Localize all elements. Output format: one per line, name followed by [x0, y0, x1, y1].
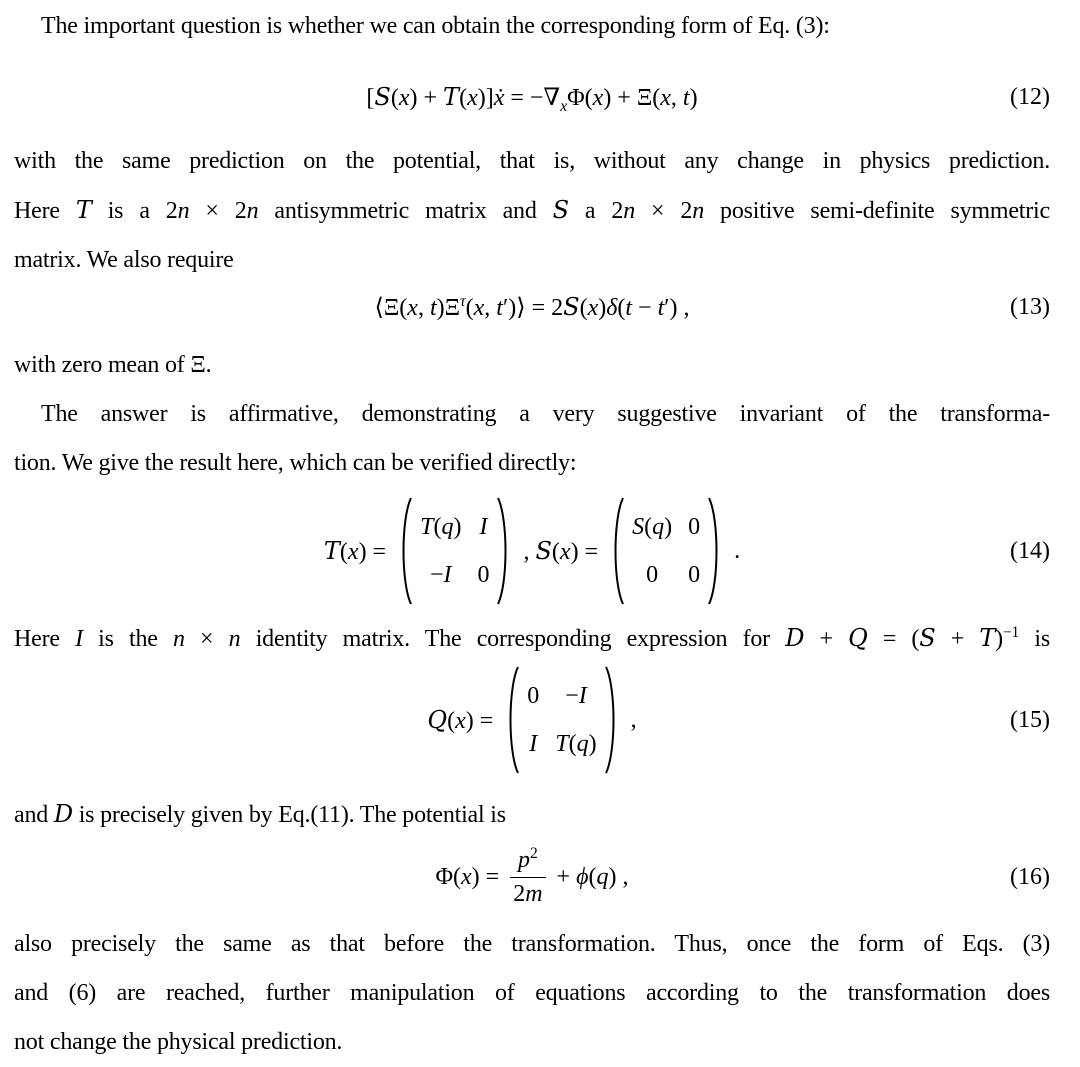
math-token: n — [623, 198, 636, 224]
equation-12 — [14, 73, 1050, 121]
math-token: T — [420, 514, 434, 540]
math-token: S — [563, 292, 580, 321]
equation-13 — [14, 285, 1050, 329]
math-token: not change the physical prediction. — [14, 1029, 343, 1055]
math-token: x — [473, 294, 485, 321]
math-token: T — [323, 536, 340, 565]
matrix-S-r2c2 — [688, 560, 700, 590]
math-token: ) , — [608, 864, 629, 890]
math-token: and (6) are reached, further manipulation of equations according to the transformation does — [14, 980, 1050, 1006]
math-token: 0 — [527, 683, 540, 709]
math-token: , — [624, 707, 637, 733]
math-token: is the — [82, 626, 173, 652]
math-token: m — [525, 880, 543, 907]
equation-14-lhs — [324, 536, 392, 567]
left-paren-icon — [397, 495, 413, 607]
equation-14-mid — [517, 536, 604, 567]
math-token: q — [596, 864, 609, 890]
equation-14 — [14, 488, 1050, 614]
math-token: x — [560, 97, 568, 115]
math-token: antisymmetric matrix and — [258, 198, 553, 224]
math-token: n — [177, 198, 190, 224]
math-token: n — [172, 626, 185, 652]
math-token: x — [592, 84, 604, 111]
paragraph-identity — [14, 614, 1050, 664]
math-token: also precisely the same as that before the transformation. Thus, once the form of Eqs. (3) — [14, 931, 1050, 957]
math-token: ′) , — [664, 294, 690, 321]
equation-15 — [14, 660, 1050, 780]
math-token: [ — [366, 84, 375, 111]
math-token: S — [535, 536, 552, 565]
paragraph-conditions-line-3 — [14, 236, 1050, 285]
math-token: 0 — [688, 514, 701, 540]
math-token: )] — [477, 84, 494, 111]
fraction-numerator — [515, 844, 541, 874]
math-token: δ — [606, 294, 618, 321]
matrix-Q-r1c2 — [565, 681, 587, 711]
math-token: with the same prediction on the potential, that is, without any change in physics prediction. — [14, 148, 1050, 174]
math-token: x — [461, 864, 472, 890]
paragraph-answer-line-2 — [14, 439, 1050, 488]
math-token: D — [785, 624, 805, 652]
equation-16-rhs — [551, 862, 629, 892]
equation-number-13: (13) — [1010, 294, 1050, 320]
math-token: The answer is affirmative, demonstrating a very suggestive invariant of the transforma- — [41, 401, 1050, 427]
equation-number-14: (14) — [1010, 538, 1050, 564]
math-token: S — [919, 624, 936, 652]
math-token: Q — [848, 624, 868, 652]
math-token: ′)⟩ = 2 — [502, 294, 564, 321]
math-token: − — [632, 294, 658, 321]
equation-15-lhs — [427, 705, 499, 736]
paragraph-conclusion-line-3 — [14, 1018, 1050, 1067]
math-token: t — [625, 294, 633, 321]
matrix-Q-r1c1 — [527, 681, 539, 711]
math-token: T — [443, 82, 460, 111]
math-token: I — [529, 731, 538, 757]
matrix-S-cells — [625, 512, 707, 590]
math-token: . — [728, 538, 741, 564]
math-token: ( — [644, 514, 653, 540]
math-token: is a 2 — [91, 198, 178, 224]
math-token: I — [75, 626, 83, 652]
math-token: ϕ — [576, 864, 589, 890]
math-token: n — [246, 198, 259, 224]
math-token: = −∇ — [504, 84, 561, 111]
math-token: ) = — [358, 538, 393, 565]
math-token: Φ( — [435, 864, 462, 890]
matrix-T — [397, 495, 512, 607]
equation-15-end — [625, 705, 637, 735]
math-token: ) = — [465, 707, 500, 734]
math-token: ) — [664, 514, 673, 540]
math-token: )Ξ — [436, 294, 461, 321]
left-paren-icon — [609, 495, 625, 607]
math-token: × — [184, 626, 229, 652]
math-token: q — [576, 731, 589, 757]
math-token: −1 — [1002, 624, 1020, 641]
fraction-bar — [510, 877, 545, 878]
math-token: 2 — [513, 880, 526, 907]
math-token: S — [374, 82, 391, 111]
math-token: t — [657, 294, 665, 321]
math-token: 0 — [646, 562, 659, 588]
matrix-S-r2c1 — [646, 560, 658, 590]
math-token: ⟨Ξ( — [374, 294, 408, 321]
paragraph-potential — [14, 790, 1050, 840]
math-token: ( — [459, 84, 468, 111]
math-token: Here — [14, 198, 76, 224]
math-token: x — [407, 294, 418, 321]
equation-13-body — [374, 292, 689, 323]
equation-16 — [14, 834, 1050, 920]
math-token: + — [804, 626, 849, 652]
math-token: ) — [689, 84, 698, 111]
math-token: is — [1019, 626, 1050, 652]
math-token: 0 — [688, 562, 701, 588]
math-token: ) — [453, 514, 462, 540]
math-token: = ( — [867, 626, 920, 652]
math-token: × 2 — [189, 198, 247, 224]
matrix-Q-r2c1 — [529, 729, 537, 759]
math-token: S — [552, 196, 569, 224]
paragraph-conclusion-line-1 — [14, 920, 1050, 969]
paragraph-conclusion — [14, 920, 1050, 1067]
math-token: x — [467, 84, 478, 111]
right-paren-icon — [707, 495, 723, 607]
equation-12-body — [366, 82, 697, 113]
math-token: a 2 — [568, 198, 624, 224]
equation-number-15: (15) — [1010, 707, 1050, 733]
math-token: t — [682, 84, 690, 111]
paragraph-conditions-line-2 — [14, 186, 1050, 236]
math-token: positive semi-definite symmetric — [704, 198, 1050, 224]
math-token: ( — [579, 294, 588, 321]
math-token: Q — [427, 705, 448, 734]
math-token: + — [935, 626, 980, 652]
fraction-denominator — [510, 881, 545, 908]
math-token: x — [398, 84, 410, 111]
math-token: identity matrix. The corresponding expression for — [240, 626, 786, 652]
math-token: ) + Ξ( — [603, 84, 661, 111]
math-token: ) = — [471, 864, 506, 890]
math-token: ( — [339, 538, 348, 565]
math-token: is precisely given by Eq.(11). The potential is — [72, 802, 506, 828]
math-token: x — [660, 84, 671, 111]
math-token: , — [484, 294, 497, 321]
math-token: ) — [588, 731, 597, 757]
math-token: p — [517, 846, 530, 873]
matrix-T-r2c1 — [430, 560, 452, 590]
math-token: Φ( — [567, 84, 593, 111]
right-paren-icon — [496, 495, 512, 607]
matrix-S-r1c1 — [632, 512, 672, 542]
math-token: I — [578, 683, 587, 709]
paragraph-answer-line-1 — [14, 390, 1050, 439]
math-token: ( — [568, 731, 577, 757]
math-token: n — [228, 626, 241, 652]
math-token: ( — [433, 514, 442, 540]
equation-number-16: (16) — [1010, 864, 1050, 890]
math-token: and — [14, 802, 54, 828]
paragraph-zero-mean — [14, 341, 1050, 390]
math-token: q — [652, 514, 665, 540]
math-token: T — [75, 196, 92, 224]
math-token: + — [550, 864, 577, 890]
paragraph-answer — [14, 390, 1050, 488]
math-token: T — [979, 624, 996, 652]
right-paren-icon — [604, 664, 620, 776]
matrix-S — [609, 495, 723, 607]
math-token: ( — [617, 294, 626, 321]
math-token: , — [517, 538, 536, 565]
math-token: ẋ — [493, 84, 505, 111]
matrix-Q-r2c2 — [555, 729, 596, 759]
paragraph-conditions-line-1 — [14, 137, 1050, 186]
math-token: ( — [588, 864, 597, 890]
matrix-Q-cells — [520, 681, 603, 759]
math-token: D — [53, 800, 73, 828]
math-token: − — [565, 683, 579, 709]
matrix-T-r1c2 — [479, 512, 487, 542]
math-token: S — [632, 514, 645, 540]
math-token: x — [587, 294, 599, 321]
paragraph-intro-line-1 — [14, 2, 1050, 51]
math-token: x — [559, 538, 571, 565]
math-token: n — [692, 198, 704, 224]
math-token: ) — [598, 294, 607, 321]
math-token: ( — [390, 84, 399, 111]
equation-number-12: (12) — [1010, 84, 1050, 110]
matrix-Q — [504, 664, 619, 776]
paragraph-conclusion-line-2 — [14, 969, 1050, 1018]
math-token: t — [429, 294, 437, 321]
math-token: − — [430, 562, 444, 588]
equation-16-lhs — [435, 862, 505, 892]
math-token: ( — [447, 707, 456, 734]
fraction-p2-2m — [510, 844, 545, 908]
math-token: ) + — [409, 84, 444, 111]
math-token: 0 — [477, 562, 490, 588]
math-token: tion. We give the result here, which can be verified directly: — [14, 450, 577, 476]
math-token: × 2 — [635, 198, 693, 224]
math-token: 2 — [529, 844, 538, 862]
math-token: T — [555, 731, 569, 757]
math-token: ( — [465, 294, 474, 321]
math-token: I — [443, 562, 452, 588]
math-token: The important question is whether we can obtain the corresponding form of Eq. (3): — [41, 13, 830, 39]
math-token: τ — [460, 292, 466, 310]
math-token: t — [496, 294, 503, 321]
matrix-T-cells — [413, 512, 496, 590]
math-token: ( — [551, 538, 560, 565]
math-token: Here — [14, 626, 76, 652]
equation-14-end — [728, 536, 740, 566]
math-token: I — [479, 514, 488, 540]
left-paren-icon — [504, 664, 520, 776]
math-token: , — [670, 84, 683, 111]
matrix-T-r2c2 — [477, 560, 489, 590]
matrix-S-r1c2 — [688, 512, 700, 542]
matrix-T-r1c1 — [420, 512, 461, 542]
math-token: x — [347, 538, 359, 565]
math-token: with zero mean of Ξ. — [14, 352, 212, 378]
paragraph-conditions — [14, 137, 1050, 285]
math-token: q — [441, 514, 454, 540]
math-token: matrix. We also require — [14, 247, 234, 273]
math-token: x — [455, 707, 466, 734]
math-token: ) = — [570, 538, 605, 565]
math-token: ) — [995, 626, 1003, 652]
math-token: , — [417, 294, 430, 321]
